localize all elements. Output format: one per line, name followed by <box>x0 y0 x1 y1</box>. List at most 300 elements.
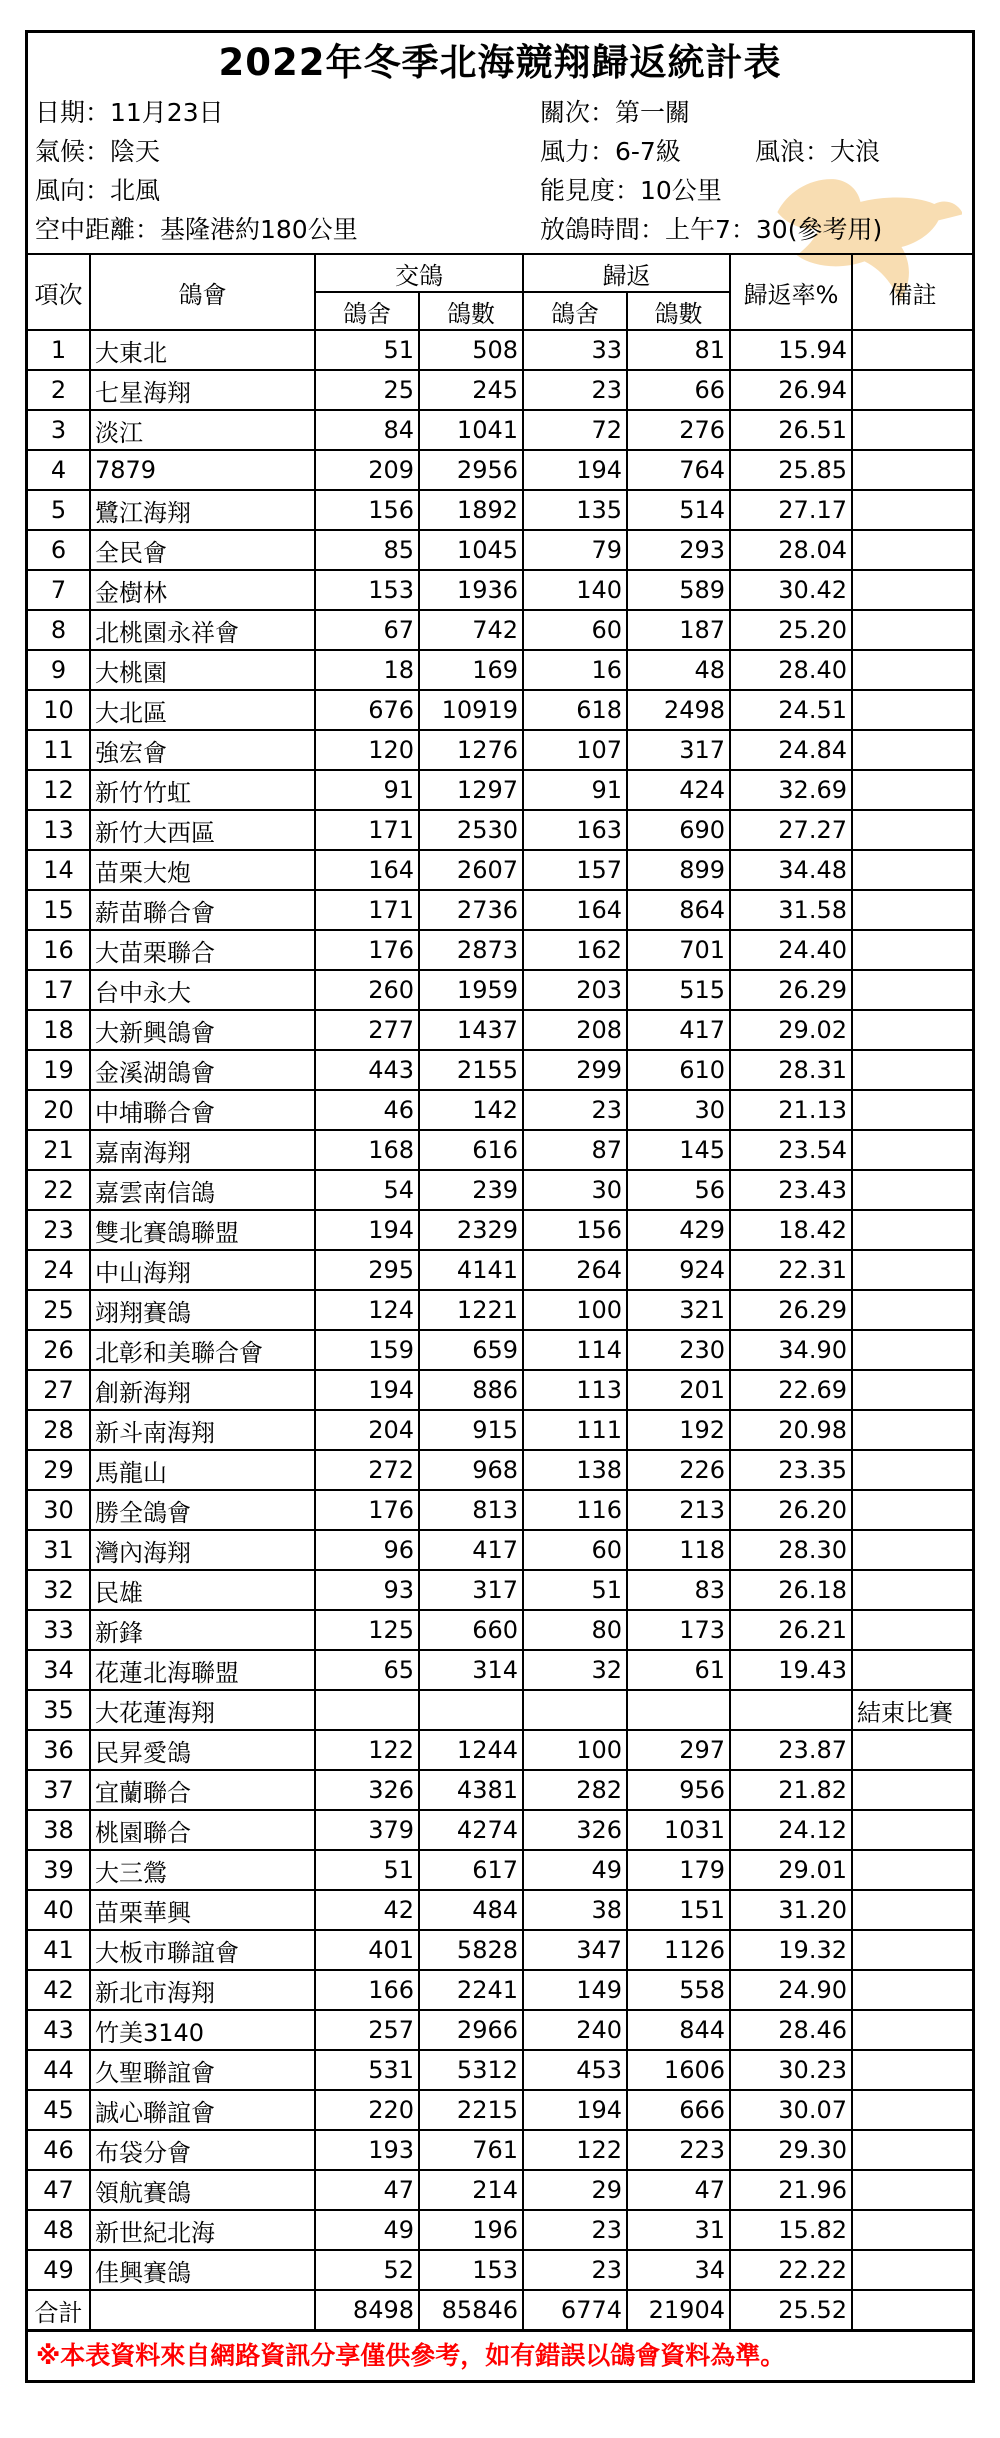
table-row <box>28 370 972 410</box>
cell-delivered-count: 616 <box>419 1130 523 1170</box>
cell-returned-lofts: 23 <box>523 2250 627 2290</box>
cell-delivered-count: 2329 <box>419 1210 523 1250</box>
cell-delivered-count: 968 <box>419 1450 523 1490</box>
cell-note <box>852 1730 972 1770</box>
cell-item-number: 14 <box>28 850 90 890</box>
cell-returned-lofts: 122 <box>523 2130 627 2170</box>
table-row <box>28 650 972 690</box>
cell-note <box>852 370 972 410</box>
cell-note <box>852 450 972 490</box>
cell-note <box>852 1970 972 2010</box>
cell-returned-lofts: 100 <box>523 1730 627 1770</box>
cell-club-name: 嘉雲南信鴿 <box>90 1170 315 1210</box>
cell-delivered-lofts: 401 <box>315 1930 419 1970</box>
cell-delivered-lofts: 176 <box>315 1490 419 1530</box>
cell-returned-lofts: 282 <box>523 1770 627 1810</box>
table-row <box>28 1930 972 1970</box>
cell-club-name: 民昇愛鴿 <box>90 1730 315 1770</box>
info-row <box>28 132 972 171</box>
cell-note <box>852 1450 972 1490</box>
cell-return-rate: 19.43 <box>730 1650 852 1690</box>
cell-returned-lofts: 113 <box>523 1370 627 1410</box>
cell-return-rate: 15.94 <box>730 330 852 370</box>
cell-item-number: 46 <box>28 2130 90 2170</box>
cell-club-name: 大三鶯 <box>90 1850 315 1890</box>
cell-returned-count: 66 <box>627 370 730 410</box>
cell-delivered-count: 915 <box>419 1410 523 1450</box>
cell-note <box>852 1410 972 1450</box>
cell-delivered-lofts: 326 <box>315 1770 419 1810</box>
cell-return-rate: 21.82 <box>730 1770 852 1810</box>
cell-note <box>852 1290 972 1330</box>
cell-returned-lofts: 79 <box>523 530 627 570</box>
cell-return-rate: 20.98 <box>730 1410 852 1450</box>
cell-returned-count: 321 <box>627 1290 730 1330</box>
cell-item-number: 1 <box>28 330 90 370</box>
table-row <box>28 1410 972 1450</box>
cell-club-name: 翊翔賽鴿 <box>90 1290 315 1330</box>
col-header-returned-count: 鴿數 <box>627 292 730 330</box>
cell-returned-count: 201 <box>627 1370 730 1410</box>
cell-delivered-count: 1437 <box>419 1010 523 1050</box>
cell-club-name: 新竹竹虹 <box>90 770 315 810</box>
cell-delivered-lofts: 676 <box>315 690 419 730</box>
cell-delivered-lofts: 166 <box>315 1970 419 2010</box>
cell-item-number: 19 <box>28 1050 90 1090</box>
table-row <box>28 810 972 850</box>
col-header-returned: 歸返 <box>523 254 730 292</box>
cell-delivered-lofts: 54 <box>315 1170 419 1210</box>
info-mid-value: 風力：6-7級 <box>540 137 681 166</box>
cell-returned-count: 764 <box>627 450 730 490</box>
cell-return-rate: 22.31 <box>730 1250 852 1290</box>
cell-delivered-count: 4381 <box>419 1770 523 1810</box>
cell-delivered-lofts: 46 <box>315 1090 419 1130</box>
cell-returned-lofts: 240 <box>523 2010 627 2050</box>
cell-club-name: 新北市海翔 <box>90 1970 315 2010</box>
cell-delivered-count: 5828 <box>419 1930 523 1970</box>
cell-returned-lofts: 91 <box>523 770 627 810</box>
cell-item-number: 12 <box>28 770 90 810</box>
cell-item-number: 43 <box>28 2010 90 2050</box>
cell-returned-lofts: 116 <box>523 1490 627 1530</box>
cell-delivered-lofts: 531 <box>315 2050 419 2090</box>
cell-returned-lofts <box>523 1690 627 1730</box>
cell-item-number: 5 <box>28 490 90 530</box>
cell-return-rate: 24.51 <box>730 690 852 730</box>
cell-returned-lofts: 23 <box>523 1090 627 1130</box>
col-header-item: 項次 <box>28 254 90 330</box>
cell-return-rate: 21.13 <box>730 1090 852 1130</box>
cell-item-number: 9 <box>28 650 90 690</box>
table-row <box>28 930 972 970</box>
cell-delivered-lofts: 260 <box>315 970 419 1010</box>
cell-return-rate: 25.85 <box>730 450 852 490</box>
cell-returned-lofts: 6774 <box>523 2290 627 2329</box>
table-row <box>28 1770 972 1810</box>
cell-item-number: 40 <box>28 1890 90 1930</box>
info-row <box>28 210 972 249</box>
cell-return-rate: 31.58 <box>730 890 852 930</box>
col-header-rate: 歸返率% <box>730 254 852 330</box>
cell-delivered-count: 2530 <box>419 810 523 850</box>
cell-returned-count: 1126 <box>627 1930 730 1970</box>
cell-note <box>852 2250 972 2290</box>
cell-delivered-count: 1959 <box>419 970 523 1010</box>
cell-delivered-lofts <box>315 1690 419 1730</box>
table-row <box>28 1050 972 1090</box>
disclaimer-text: ※本表資料來自網路資訊分享僅供參考，如有錯誤以鴿會資料為準。 <box>28 2329 972 2380</box>
cell-item-number: 21 <box>28 1130 90 1170</box>
cell-delivered-count: 617 <box>419 1850 523 1890</box>
cell-delivered-count: 142 <box>419 1090 523 1130</box>
cell-return-rate: 18.42 <box>730 1210 852 1250</box>
cell-returned-count: 317 <box>627 730 730 770</box>
cell-delivered-lofts: 120 <box>315 730 419 770</box>
cell-item-number: 3 <box>28 410 90 450</box>
cell-club-name: 創新海翔 <box>90 1370 315 1410</box>
cell-return-rate: 34.90 <box>730 1330 852 1370</box>
cell-delivered-lofts: 171 <box>315 890 419 930</box>
cell-returned-count: 213 <box>627 1490 730 1530</box>
cell-club-name: 7879 <box>90 450 315 490</box>
cell-delivered-count: 761 <box>419 2130 523 2170</box>
cell-club-name: 勝全鴿會 <box>90 1490 315 1530</box>
cell-returned-lofts: 32 <box>523 1650 627 1690</box>
cell-delivered-count: 169 <box>419 650 523 690</box>
cell-returned-lofts: 149 <box>523 1970 627 2010</box>
cell-item-number: 30 <box>28 1490 90 1530</box>
table-row <box>28 410 972 450</box>
cell-returned-lofts: 299 <box>523 1050 627 1090</box>
cell-returned-count: 417 <box>627 1010 730 1050</box>
cell-club-name: 大花蓮海翔 <box>90 1690 315 1730</box>
cell-item-number: 22 <box>28 1170 90 1210</box>
info-right-value <box>748 210 972 249</box>
cell-delivered-count: 417 <box>419 1530 523 1570</box>
cell-delivered-count: 10919 <box>419 690 523 730</box>
cell-returned-lofts: 111 <box>523 1410 627 1450</box>
table-row <box>28 1370 972 1410</box>
cell-returned-count: 690 <box>627 810 730 850</box>
cell-return-rate: 24.40 <box>730 930 852 970</box>
cell-note <box>852 1490 972 1530</box>
table-row <box>28 730 972 770</box>
table-row <box>28 1970 972 2010</box>
cell-item-number: 7 <box>28 570 90 610</box>
cell-delivered-count: 196 <box>419 2210 523 2250</box>
cell-returned-count: 558 <box>627 1970 730 2010</box>
cell-item-number: 35 <box>28 1690 90 1730</box>
cell-returned-count: 34 <box>627 2250 730 2290</box>
cell-delivered-count: 484 <box>419 1890 523 1930</box>
cell-delivered-count: 4141 <box>419 1250 523 1290</box>
table-row <box>28 1250 972 1290</box>
cell-item-number: 18 <box>28 1010 90 1050</box>
cell-returned-lofts: 135 <box>523 490 627 530</box>
cell-item-number: 15 <box>28 890 90 930</box>
cell-returned-lofts: 164 <box>523 890 627 930</box>
cell-note <box>852 1650 972 1690</box>
info-left-value: 空中距離：基隆港約180公里 <box>35 215 358 244</box>
cell-note <box>852 1570 972 1610</box>
cell-returned-count: 118 <box>627 1530 730 1570</box>
cell-delivered-lofts: 91 <box>315 770 419 810</box>
cell-return-rate: 23.35 <box>730 1450 852 1490</box>
table-row <box>28 2050 972 2090</box>
cell-returned-lofts: 51 <box>523 1570 627 1610</box>
cell-club-name: 嘉南海翔 <box>90 1130 315 1170</box>
table-body <box>28 330 972 2329</box>
cell-delivered-lofts: 379 <box>315 1810 419 1850</box>
cell-note <box>852 770 972 810</box>
cell-returned-count: 173 <box>627 1610 730 1650</box>
cell-item-number: 41 <box>28 1930 90 1970</box>
cell-item-number: 合計 <box>28 2290 90 2329</box>
cell-returned-lofts: 72 <box>523 410 627 450</box>
cell-return-rate: 23.54 <box>730 1130 852 1170</box>
cell-returned-lofts: 87 <box>523 1130 627 1170</box>
cell-item-number: 17 <box>28 970 90 1010</box>
cell-delivered-lofts: 8498 <box>315 2290 419 2329</box>
cell-delivered-count: 2736 <box>419 890 523 930</box>
cell-item-number: 13 <box>28 810 90 850</box>
cell-note <box>852 1890 972 1930</box>
cell-club-name: 大苗栗聯合 <box>90 930 315 970</box>
cell-note <box>852 490 972 530</box>
cell-delivered-lofts: 159 <box>315 1330 419 1370</box>
cell-delivered-count: 245 <box>419 370 523 410</box>
table-row <box>28 1330 972 1370</box>
cell-club-name: 灣內海翔 <box>90 1530 315 1570</box>
cell-item-number: 45 <box>28 2090 90 2130</box>
cell-club-name: 桃園聯合 <box>90 1810 315 1850</box>
info-mid-value: 關次：第一關 <box>540 98 691 127</box>
cell-delivered-lofts: 220 <box>315 2090 419 2130</box>
cell-item-number: 6 <box>28 530 90 570</box>
cell-returned-lofts: 194 <box>523 450 627 490</box>
cell-returned-count: 56 <box>627 1170 730 1210</box>
cell-note <box>852 1770 972 1810</box>
info-left-value: 氣候：陰天 <box>35 137 161 166</box>
cell-delivered-count: 742 <box>419 610 523 650</box>
cell-return-rate: 28.40 <box>730 650 852 690</box>
cell-note <box>852 2170 972 2210</box>
cell-delivered-count: 1297 <box>419 770 523 810</box>
table-row <box>28 450 972 490</box>
cell-returned-lofts: 107 <box>523 730 627 770</box>
info-right-value <box>748 171 972 210</box>
cell-delivered-count: 1276 <box>419 730 523 770</box>
cell-item-number: 28 <box>28 1410 90 1450</box>
cell-club-name: 花蓮北海聯盟 <box>90 1650 315 1690</box>
cell-delivered-count: 508 <box>419 330 523 370</box>
cell-returned-count: 31 <box>627 2210 730 2250</box>
cell-club-name: 雙北賽鴿聯盟 <box>90 1210 315 1250</box>
cell-club-name: 大板市聯誼會 <box>90 1930 315 1970</box>
cell-return-rate: 29.01 <box>730 1850 852 1890</box>
cell-returned-lofts: 326 <box>523 1810 627 1850</box>
cell-return-rate: 26.29 <box>730 970 852 1010</box>
info-right-value: 風浪：大浪 <box>755 137 881 166</box>
cell-delivered-count: 2241 <box>419 1970 523 2010</box>
cell-returned-lofts: 453 <box>523 2050 627 2090</box>
cell-item-number: 11 <box>28 730 90 770</box>
col-header-delivered-count: 鴿數 <box>419 292 523 330</box>
cell-return-rate: 27.27 <box>730 810 852 850</box>
cell-delivered-lofts: 51 <box>315 330 419 370</box>
page-title: 2022年冬季北海競翔歸返統計表 <box>218 41 782 84</box>
cell-delivered-lofts: 272 <box>315 1450 419 1490</box>
cell-returned-lofts: 140 <box>523 570 627 610</box>
info-left-value: 風向：北風 <box>35 176 161 205</box>
cell-note <box>852 1850 972 1890</box>
cell-delivered-lofts: 42 <box>315 1890 419 1930</box>
cell-delivered-count: 5312 <box>419 2050 523 2090</box>
cell-delivered-count: 4274 <box>419 1810 523 1850</box>
table-row <box>28 2210 972 2250</box>
cell-delivered-lofts: 168 <box>315 1130 419 1170</box>
cell-return-rate: 34.48 <box>730 850 852 890</box>
cell-club-name: 領航賽鴿 <box>90 2170 315 2210</box>
table-row <box>28 850 972 890</box>
cell-return-rate: 24.84 <box>730 730 852 770</box>
table-header <box>28 254 972 330</box>
cell-return-rate: 30.42 <box>730 570 852 610</box>
cell-delivered-count: 1936 <box>419 570 523 610</box>
cell-note <box>852 890 972 930</box>
cell-return-rate: 29.30 <box>730 2130 852 2170</box>
cell-returned-lofts: 156 <box>523 1210 627 1250</box>
cell-item-number: 34 <box>28 1650 90 1690</box>
cell-return-rate: 30.07 <box>730 2090 852 2130</box>
cell-delivered-lofts: 156 <box>315 490 419 530</box>
col-header-delivered-loft: 鴿舍 <box>315 292 419 330</box>
cell-return-rate: 28.46 <box>730 2010 852 2050</box>
info-section <box>28 93 972 253</box>
table-row <box>28 2010 972 2050</box>
cell-note <box>852 2090 972 2130</box>
cell-delivered-lofts: 257 <box>315 2010 419 2050</box>
cell-returned-count: 701 <box>627 930 730 970</box>
cell-return-rate: 26.51 <box>730 410 852 450</box>
cell-delivered-lofts: 122 <box>315 1730 419 1770</box>
cell-club-name: 大東北 <box>90 330 315 370</box>
cell-item-number: 26 <box>28 1330 90 1370</box>
table-row <box>28 490 972 530</box>
info-right-value <box>748 93 972 132</box>
col-header-note: 備註 <box>852 254 972 330</box>
cell-delivered-lofts: 84 <box>315 410 419 450</box>
cell-delivered-lofts: 85 <box>315 530 419 570</box>
cell-returned-count: 30 <box>627 1090 730 1130</box>
cell-note <box>852 570 972 610</box>
cell-returned-lofts: 203 <box>523 970 627 1010</box>
cell-delivered-lofts: 194 <box>315 1370 419 1410</box>
table-row <box>28 2290 972 2329</box>
table-row <box>28 1450 972 1490</box>
cell-note <box>852 2290 972 2329</box>
cell-item-number: 23 <box>28 1210 90 1250</box>
cell-delivered-lofts: 295 <box>315 1250 419 1290</box>
cell-item-number: 25 <box>28 1290 90 1330</box>
cell-item-number: 8 <box>28 610 90 650</box>
cell-club-name: 鷺江海翔 <box>90 490 315 530</box>
cell-return-rate: 24.90 <box>730 1970 852 2010</box>
cell-returned-count: 223 <box>627 2130 730 2170</box>
cell-note <box>852 1610 972 1650</box>
cell-delivered-count: 2966 <box>419 2010 523 2050</box>
cell-delivered-count: 1892 <box>419 490 523 530</box>
cell-returned-lofts: 38 <box>523 1890 627 1930</box>
cell-note <box>852 1210 972 1250</box>
cell-returned-count: 589 <box>627 570 730 610</box>
table-row <box>28 1130 972 1170</box>
cell-return-rate: 30.23 <box>730 2050 852 2090</box>
table-row <box>28 2130 972 2170</box>
table-row <box>28 1090 972 1130</box>
cell-note <box>852 2130 972 2170</box>
cell-return-rate: 26.20 <box>730 1490 852 1530</box>
cell-returned-lofts: 162 <box>523 930 627 970</box>
cell-club-name <box>90 2290 315 2329</box>
cell-club-name: 久聖聯誼會 <box>90 2050 315 2090</box>
cell-delivered-lofts: 49 <box>315 2210 419 2250</box>
cell-club-name: 苗栗大炮 <box>90 850 315 890</box>
cell-return-rate: 26.21 <box>730 1610 852 1650</box>
table-row <box>28 2170 972 2210</box>
cell-delivered-lofts: 164 <box>315 850 419 890</box>
cell-returned-lofts: 23 <box>523 370 627 410</box>
cell-note <box>852 1330 972 1370</box>
cell-returned-count: 514 <box>627 490 730 530</box>
cell-delivered-count: 317 <box>419 1570 523 1610</box>
cell-note <box>852 1930 972 1970</box>
cell-return-rate <box>730 1690 852 1730</box>
table-row <box>28 1810 972 1850</box>
cell-club-name: 苗栗華興 <box>90 1890 315 1930</box>
cell-return-rate: 23.87 <box>730 1730 852 1770</box>
info-row <box>28 93 972 132</box>
cell-note <box>852 1090 972 1130</box>
cell-note <box>852 650 972 690</box>
cell-returned-count: 924 <box>627 1250 730 1290</box>
cell-returned-count: 21904 <box>627 2290 730 2329</box>
cell-return-rate: 29.02 <box>730 1010 852 1050</box>
cell-delivered-count <box>419 1690 523 1730</box>
cell-returned-lofts: 138 <box>523 1450 627 1490</box>
cell-delivered-count: 2215 <box>419 2090 523 2130</box>
cell-delivered-count: 239 <box>419 1170 523 1210</box>
cell-club-name: 強宏會 <box>90 730 315 770</box>
cell-note <box>852 1250 972 1290</box>
table-row <box>28 530 972 570</box>
cell-returned-count: 844 <box>627 2010 730 2050</box>
col-header-delivered: 交鴿 <box>315 254 523 292</box>
cell-returned-count: 47 <box>627 2170 730 2210</box>
cell-club-name: 民雄 <box>90 1570 315 1610</box>
cell-delivered-count: 813 <box>419 1490 523 1530</box>
cell-item-number: 36 <box>28 1730 90 1770</box>
cell-returned-lofts: 29 <box>523 2170 627 2210</box>
cell-delivered-lofts: 52 <box>315 2250 419 2290</box>
cell-returned-lofts: 163 <box>523 810 627 850</box>
table-row <box>28 1490 972 1530</box>
cell-returned-count: 1606 <box>627 2050 730 2090</box>
cell-note <box>852 2210 972 2250</box>
cell-club-name: 大北區 <box>90 690 315 730</box>
cell-club-name: 中埔聯合會 <box>90 1090 315 1130</box>
